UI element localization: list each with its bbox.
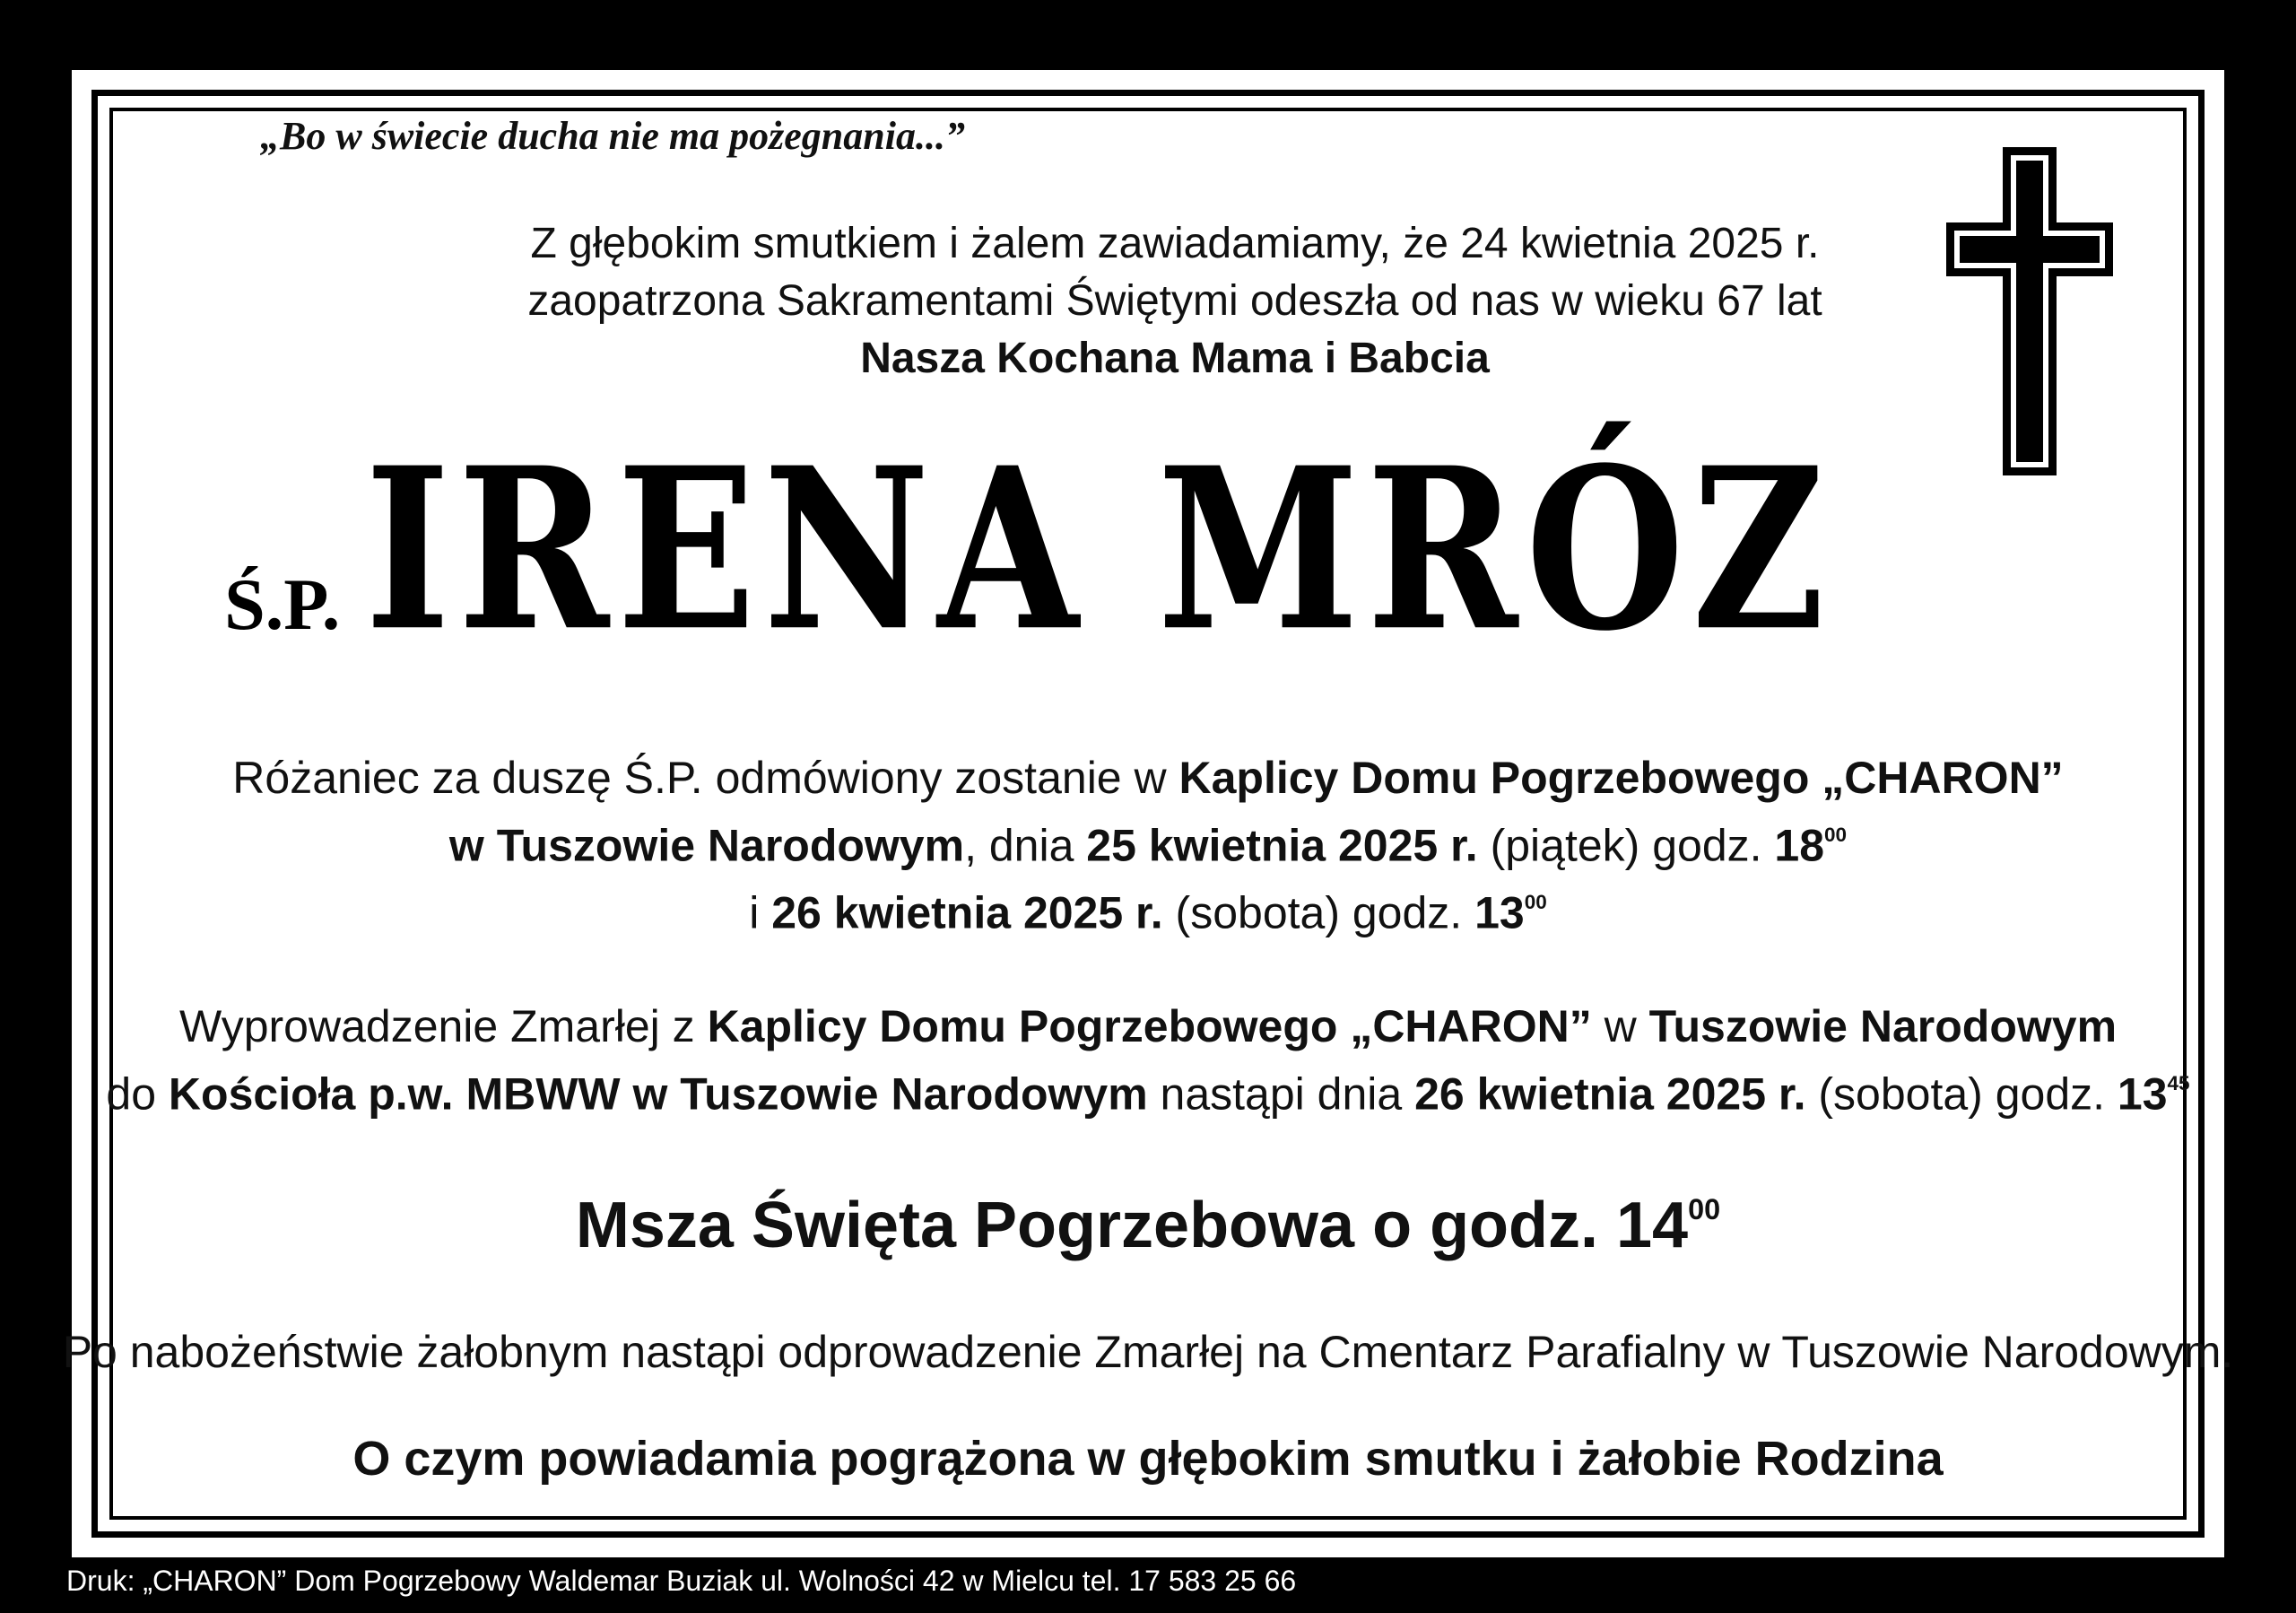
rosary-date-1: 25 kwietnia 2025 r. <box>1086 820 1478 871</box>
rosary-text: , dnia <box>964 820 1087 871</box>
announcement <box>0 215 2296 388</box>
procession-place: Kaplicy Domu Pogrzebowego „CHARON” <box>707 1001 1592 1051</box>
deceased-name-row <box>0 418 2296 681</box>
deceased-name: IRENA MRÓZ <box>365 418 1833 681</box>
procession-date: 26 kwietnia 2025 r. <box>1414 1068 1806 1120</box>
announcement-line-1: Z głębokim smutkiem i żalem zawiadamiamy, że 24 kwietnia 2025 r. <box>530 220 1820 267</box>
rosary-line-3 <box>0 874 2296 941</box>
mass-hour: 14 <box>1616 1190 1689 1261</box>
rosary-hour-2: 13 <box>1474 887 1525 938</box>
rosary-town: w Tuszowie Narodowym <box>448 820 965 871</box>
procession-town: Tuszowie Narodowym <box>1648 1001 2118 1051</box>
rosary-text: Różaniec za duszę Ś.P. odmówiony zostanie w <box>232 753 1179 803</box>
procession-minute: 45 <box>2167 1072 2190 1094</box>
procession-text: do <box>106 1068 169 1120</box>
procession-text: (sobota) godz. <box>1805 1068 2118 1120</box>
rosary-hour-1: 18 <box>1774 820 1825 871</box>
procession-text: w <box>1591 1001 1649 1051</box>
rosary-info <box>0 749 2296 942</box>
printer-footer: Druk: „CHARON” Dom Pogrzebowy Waldemar Buziak ul. Wolności 42 w Mielcu tel. 17 583 25 66 <box>66 1565 1297 1597</box>
name-prefix: Ś.P. <box>224 563 341 645</box>
procession-line-1 <box>0 998 2296 1055</box>
procession-line-2 <box>0 1055 2296 1122</box>
procession-church: Kościoła p.w. MBWW w Tuszowie Narodowym <box>168 1068 1148 1120</box>
rosary-place: Kaplicy Domu Pogrzebowego „CHARON” <box>1178 753 2064 803</box>
mass-minute: 00 <box>1688 1193 1721 1226</box>
announcement-line-3: Nasza Kochana Mama i Babcia <box>860 335 1490 382</box>
rosary-minute-1: 00 <box>1824 824 1848 846</box>
motto: „Bo w świecie ducha nie ma pożegnania...” <box>260 114 965 158</box>
procession-hour: 13 <box>2117 1068 2168 1120</box>
burial-info: Po nabożeństwie żałobnym nastąpi odprowadzenie Zmarłej na Cmentarz Parafialny w Tuszowie Narodowym. <box>62 1327 2234 1377</box>
rosary-text: (sobota) godz. <box>1162 887 1475 938</box>
procession-text: Wyprowadzenie Zmarłej z <box>178 1001 708 1051</box>
rosary-text: (piątek) godz. <box>1477 820 1775 871</box>
family-signature: O czym powiadamia pogrążona w głębokim smutku i żałobie Rodzina <box>352 1432 1944 1486</box>
procession-info <box>0 998 2296 1122</box>
rosary-minute-2: 00 <box>1524 891 1547 914</box>
rosary-text: i <box>749 887 772 938</box>
rosary-date-2: 26 kwietnia 2025 r. <box>771 887 1163 938</box>
funeral-mass <box>0 1189 2296 1262</box>
announcement-line-2: zaopatrzona Sakramentami Świętymi odeszła od nas w wieku 67 lat <box>527 277 1822 325</box>
rosary-line-1 <box>0 749 2296 806</box>
mass-text: Msza Święta Pogrzebowa o godz. <box>575 1190 1617 1261</box>
rosary-line-2 <box>0 806 2296 874</box>
procession-text: nastąpi dnia <box>1147 1068 1415 1120</box>
